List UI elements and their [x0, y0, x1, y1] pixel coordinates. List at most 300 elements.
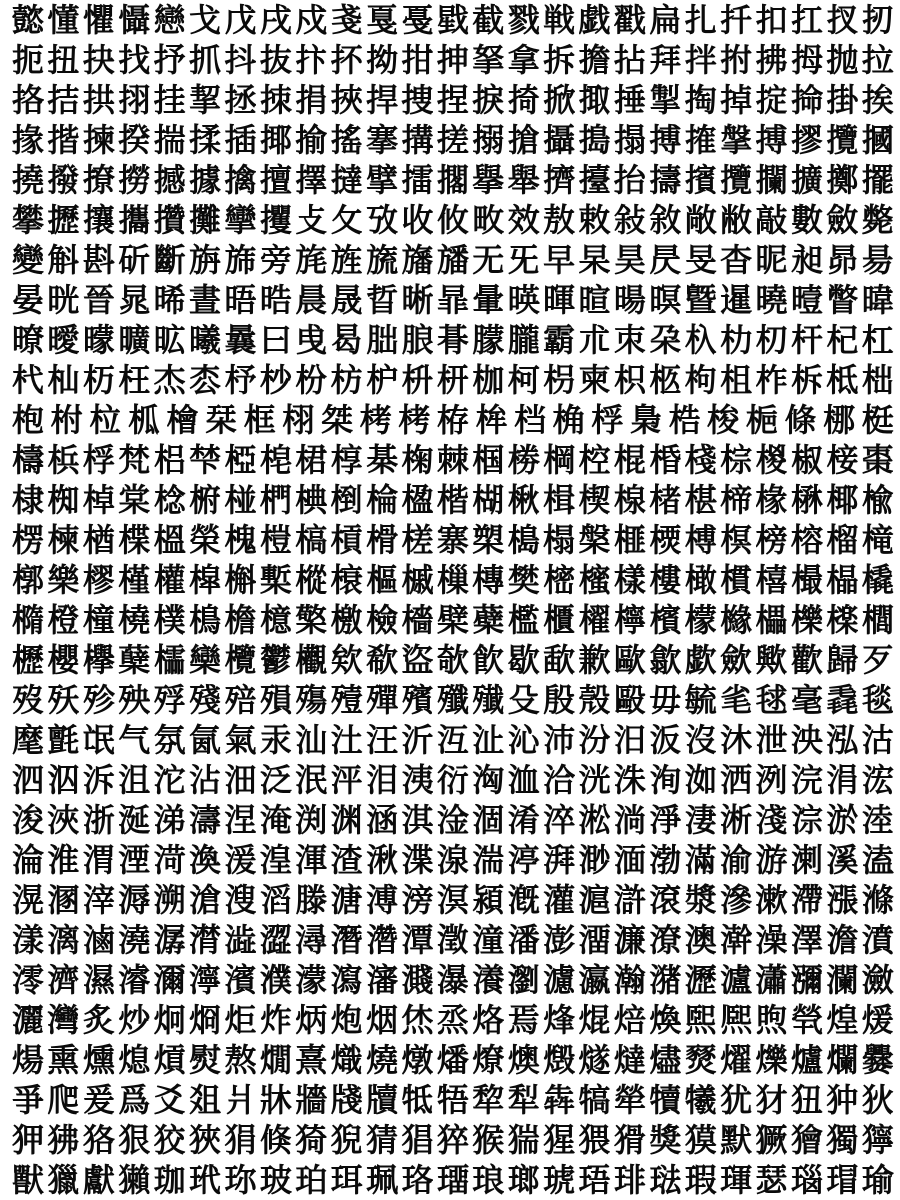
glyph: 滾: [649, 881, 682, 919]
glyph: 洸: [578, 761, 611, 799]
glyph: 捍: [366, 81, 399, 119]
glyph: 栲: [359, 401, 392, 439]
glyph: 枉: [118, 361, 151, 399]
glyph: 氣: [224, 721, 257, 759]
glyph: 撻: [330, 161, 363, 199]
glyph: 燼: [649, 1041, 682, 1079]
glyph: 椌: [578, 441, 611, 479]
glyph: 暃: [436, 281, 469, 319]
glyph: 洒: [720, 761, 753, 799]
glyph: 柤: [720, 361, 753, 399]
glyph: 漑: [507, 881, 540, 919]
glyph: 槫: [472, 561, 505, 599]
glyph: 挈: [189, 81, 222, 119]
glyph: 渝: [720, 841, 753, 879]
glyph: 曷: [330, 321, 363, 359]
glyph: 歇: [507, 641, 540, 679]
glyph: 棡: [543, 441, 576, 479]
glyph: 昜: [861, 241, 894, 279]
glyph: 殲: [436, 681, 469, 719]
glyph: 槎: [401, 521, 434, 559]
glyph: 犲: [755, 1081, 788, 1119]
glyph: 溘: [861, 841, 894, 879]
glyph: 橙: [47, 601, 80, 639]
glyph: 掟: [755, 81, 788, 119]
glyph: 澡: [755, 921, 788, 959]
glyph: 衍: [436, 761, 469, 799]
glyph: 棣: [12, 481, 44, 519]
glyph: 斟: [82, 241, 115, 279]
glyph: 枌: [295, 361, 328, 399]
glyph: 寨: [436, 521, 469, 559]
glyph: 璢: [436, 1161, 469, 1199]
glyph: 敍: [613, 201, 646, 239]
glyph: 樞: [366, 561, 399, 599]
glyph: 攤: [189, 201, 222, 239]
glyph: 泝: [82, 761, 115, 799]
glyph: 滂: [401, 881, 434, 919]
glyph-row: [12, 240, 894, 280]
glyph: 沽: [861, 721, 894, 759]
glyph: 槭: [401, 561, 434, 599]
glyph: 楞: [12, 521, 44, 559]
glyph: 棠: [118, 481, 151, 519]
glyph: 毆: [613, 681, 646, 719]
glyph: 洶: [472, 761, 505, 799]
glyph: 搆: [401, 121, 434, 159]
glyph: 楔: [578, 481, 611, 519]
glyph: 瑁: [826, 1161, 859, 1199]
glyph: 椡: [330, 481, 363, 519]
glyph: 戥: [436, 1, 469, 39]
glyph: 毯: [861, 681, 894, 719]
glyph: 擡: [578, 161, 611, 199]
glyph: 拗: [366, 41, 399, 79]
glyph: 殪: [330, 681, 363, 719]
glyph: 煢: [790, 1001, 823, 1039]
glyph: 栫: [436, 401, 469, 439]
glyph: 拈: [613, 41, 646, 79]
glyph: 溏: [330, 881, 363, 919]
glyph: 旙: [436, 241, 469, 279]
glyph: 欷: [366, 641, 399, 679]
glyph: 沾: [189, 761, 222, 799]
glyph: 洙: [613, 761, 646, 799]
glyph: 殳: [507, 681, 540, 719]
glyph: 湟: [259, 841, 292, 879]
glyph: 效: [507, 201, 540, 239]
glyph: 獰: [861, 1121, 894, 1159]
glyph: 滷: [82, 921, 115, 959]
glyph: 朸: [720, 321, 753, 359]
glyph: 涎: [118, 801, 151, 839]
glyph: 爬: [47, 1081, 80, 1119]
glyph: 梏: [668, 401, 701, 439]
glyph: 湲: [224, 841, 257, 879]
glyph: 斃: [861, 201, 894, 239]
glyph-row: [12, 160, 894, 200]
glyph: 珸: [578, 1161, 611, 1199]
glyph: 浙: [82, 801, 115, 839]
glyph: 洫: [507, 761, 540, 799]
glyph: 獨: [826, 1121, 859, 1159]
glyph: 檸: [613, 601, 646, 639]
glyph: 櫚: [861, 601, 894, 639]
glyph: 瀚: [613, 961, 646, 999]
glyph: 溟: [436, 881, 469, 919]
glyph: 燹: [684, 1041, 717, 1079]
glyph: 歃: [543, 641, 576, 679]
glyph: 暄: [578, 281, 611, 319]
glyph: 瑜: [861, 1161, 894, 1199]
glyph-row: [12, 400, 894, 440]
glyph: 暉: [543, 281, 576, 319]
glyph: 棔: [649, 441, 682, 479]
glyph: 擣: [649, 161, 682, 199]
glyph: 捐: [295, 81, 328, 119]
glyph: 旆: [224, 241, 257, 279]
glyph: 榕: [790, 521, 823, 559]
glyph: 擯: [684, 161, 717, 199]
glyph: 沒: [684, 721, 717, 759]
glyph: 拺: [259, 81, 292, 119]
glyph: 楸: [507, 481, 540, 519]
glyph: 橇: [861, 561, 894, 599]
glyph: 樣: [613, 561, 646, 599]
glyph: 獺: [118, 1161, 151, 1199]
glyph: 晧: [259, 281, 292, 319]
glyph: 檪: [826, 601, 859, 639]
glyph: 毓: [684, 681, 717, 719]
glyph: 猾: [613, 1121, 646, 1159]
glyph: 旡: [507, 241, 540, 279]
glyph: 戍: [295, 1, 328, 39]
glyph: 蘖: [118, 641, 151, 679]
glyph: 爿: [224, 1081, 257, 1119]
glyph: 滕: [295, 881, 328, 919]
glyph: 渙: [189, 841, 222, 879]
glyph: 涅: [224, 801, 257, 839]
glyph: 毫: [790, 681, 823, 719]
glyph: 猝: [436, 1121, 469, 1159]
glyph: 揀: [82, 121, 115, 159]
glyph: 斛: [47, 241, 80, 279]
glyph: 懼: [82, 1, 115, 39]
glyph: 楙: [790, 481, 823, 519]
glyph: 桴: [82, 441, 115, 479]
glyph: 枳: [613, 361, 646, 399]
glyph: 揶: [259, 121, 292, 159]
glyph: 朦: [472, 321, 505, 359]
glyph: 玳: [189, 1161, 222, 1199]
glyph: 燵: [613, 1041, 646, 1079]
glyph: 朮: [578, 321, 611, 359]
glyph: 燔: [436, 1041, 469, 1079]
glyph: 曰: [259, 321, 292, 359]
glyph: 殄: [82, 681, 115, 719]
glyph: 敖: [543, 201, 576, 239]
glyph: 挾: [330, 81, 363, 119]
glyph: 掣: [649, 81, 682, 119]
glyph: 梠: [153, 441, 186, 479]
glyph: 挨: [861, 81, 894, 119]
glyph: 瀲: [861, 961, 894, 999]
glyph: 柩: [649, 361, 682, 399]
glyph: 淤: [826, 801, 859, 839]
glyph: 滉: [12, 881, 44, 919]
glyph: 澤: [790, 921, 823, 959]
glyph: 狠: [118, 1121, 151, 1159]
glyph: 汳: [649, 721, 682, 759]
glyph: 晰: [401, 281, 434, 319]
glyph: 撼: [153, 161, 186, 199]
glyph: 栩: [282, 401, 315, 439]
glyph-row: [12, 1080, 894, 1120]
glyph: 攬: [720, 161, 753, 199]
glyph: 晁: [118, 281, 151, 319]
glyph: 汕: [295, 721, 328, 759]
glyph: 殃: [118, 681, 151, 719]
glyph: 歸: [826, 641, 859, 679]
glyph: 浤: [861, 761, 894, 799]
glyph: 椒: [790, 441, 823, 479]
glyph: 槓: [330, 521, 363, 559]
glyph: 拌: [684, 41, 717, 79]
glyph: 獪: [790, 1121, 823, 1159]
glyph: 浹: [47, 801, 80, 839]
glyph: 牀: [259, 1081, 292, 1119]
glyph: 氤: [189, 721, 222, 759]
glyph: 挌: [12, 81, 44, 119]
glyph: 獵: [47, 1161, 80, 1199]
glyph: 猥: [578, 1121, 611, 1159]
glyph: 沱: [153, 761, 186, 799]
glyph: 掾: [12, 121, 44, 159]
glyph-row: [12, 200, 894, 240]
glyph: 珞: [401, 1161, 434, 1199]
glyph: 牆: [295, 1081, 328, 1119]
glyph-row: [12, 880, 894, 920]
glyph: 柧: [127, 401, 160, 439]
glyph: 溂: [790, 841, 823, 879]
glyph: 渭: [82, 841, 115, 879]
glyph: 淪: [12, 841, 44, 879]
glyph: 沂: [401, 721, 434, 759]
glyph: 泗: [12, 761, 44, 799]
glyph: 湍: [472, 841, 505, 879]
glyph: 炙: [82, 1001, 115, 1039]
glyph: 戦: [543, 1, 576, 39]
glyph: 淇: [401, 801, 434, 839]
glyph: 攊: [47, 201, 80, 239]
glyph: 朿: [613, 321, 646, 359]
glyph: 燎: [472, 1041, 505, 1079]
glyph: 橲: [755, 561, 788, 599]
glyph: 溪: [826, 841, 859, 879]
glyph: 暈: [472, 281, 505, 319]
glyph: 霸: [543, 321, 576, 359]
glyph: 柆: [89, 401, 122, 439]
glyph: 爛: [826, 1041, 859, 1079]
glyph: 渟: [507, 841, 540, 879]
glyph: 澹: [826, 921, 859, 959]
glyph: 拂: [755, 41, 788, 79]
glyph: 犁: [507, 1081, 540, 1119]
glyph: 棍: [613, 441, 646, 479]
glyph: 毳: [826, 681, 859, 719]
glyph: 桾: [295, 441, 328, 479]
glyph: 搶: [507, 121, 540, 159]
glyph: 濕: [82, 961, 115, 999]
glyph-row: [12, 800, 894, 840]
glyph: 瑕: [684, 1161, 717, 1199]
glyph: 懿: [12, 1, 44, 39]
glyph: 槁: [295, 521, 328, 559]
glyph: 揆: [118, 121, 151, 159]
glyph: 柞: [755, 361, 788, 399]
glyph-row: [12, 600, 894, 640]
glyph: 湃: [543, 841, 576, 879]
glyph: 烽: [543, 1001, 576, 1039]
glyph: 濔: [153, 961, 186, 999]
glyph: 椄: [826, 441, 859, 479]
glyph: 犧: [684, 1081, 717, 1119]
glyph: 旛: [401, 241, 434, 279]
glyph: 潛: [330, 921, 363, 959]
glyph: 棘: [436, 441, 469, 479]
glyph-row: [12, 920, 894, 960]
glyph: 默: [720, 1121, 753, 1159]
glyph: 滄: [189, 881, 222, 919]
glyph: 攜: [118, 201, 151, 239]
glyph: 殘: [189, 681, 222, 719]
glyph: 榾: [366, 521, 399, 559]
glyph: 桀: [321, 401, 353, 439]
glyph: 欅: [82, 641, 115, 679]
glyph: 朷: [755, 321, 788, 359]
glyph: 槧: [259, 561, 292, 599]
glyph: 擱: [436, 161, 469, 199]
glyph: 猴: [472, 1121, 505, 1159]
glyph: 舉: [507, 161, 540, 199]
glyph: 档: [514, 401, 547, 439]
glyph: 泙: [330, 761, 363, 799]
glyph: 涸: [472, 801, 505, 839]
glyph: 收: [401, 201, 434, 239]
glyph: 攔: [755, 161, 788, 199]
glyph: 淅: [720, 801, 753, 839]
glyph: 琅: [472, 1161, 505, 1199]
glyph: 攣: [224, 201, 257, 239]
glyph: 撥: [47, 161, 80, 199]
glyph: 澎: [543, 921, 576, 959]
glyph: 榿: [259, 521, 292, 559]
glyph: 框: [243, 401, 276, 439]
glyph: 榻: [543, 521, 576, 559]
glyph: 戮: [507, 1, 540, 39]
glyph: 濱: [224, 961, 257, 999]
glyph: 滿: [684, 841, 717, 879]
glyph: 擔: [578, 41, 611, 79]
glyph: 殞: [259, 681, 292, 719]
glyph: 牘: [366, 1081, 399, 1119]
glyph: 游: [755, 841, 788, 879]
glyph: 梭: [707, 401, 740, 439]
glyph: 洌: [755, 761, 788, 799]
glyph: 椶: [755, 441, 788, 479]
glyph: 燉: [401, 1041, 434, 1079]
glyph: 瀰: [790, 961, 823, 999]
glyph: 檜: [166, 401, 199, 439]
glyph: 渤: [649, 841, 682, 879]
glyph: 淨: [649, 801, 682, 839]
glyph-row: [12, 960, 894, 1000]
glyph: 焙: [613, 1001, 646, 1039]
glyph: 敲: [755, 201, 788, 239]
glyph: 檍: [259, 601, 292, 639]
glyph: 狡: [153, 1121, 186, 1159]
glyph: 榑: [684, 521, 717, 559]
glyph: 櫑: [755, 601, 788, 639]
glyph: 淕: [861, 801, 894, 839]
glyph: 捶: [613, 81, 646, 119]
glyph: 獎: [649, 1121, 682, 1159]
glyph: 擠: [543, 161, 576, 199]
glyph: 斷: [153, 241, 186, 279]
glyph-row: [12, 720, 894, 760]
glyph: 淞: [578, 801, 611, 839]
glyph: 槃: [578, 521, 611, 559]
glyph: 昿: [153, 321, 186, 359]
glyph: 暐: [861, 281, 894, 319]
glyph: 濾: [543, 961, 576, 999]
glyph: 瑟: [755, 1161, 788, 1199]
glyph-row: [12, 640, 894, 680]
glyph: 淬: [543, 801, 576, 839]
glyph: 橢: [12, 601, 44, 639]
glyph: 槞: [861, 521, 894, 559]
glyph: 狹: [189, 1121, 222, 1159]
glyph: 蘗: [472, 601, 505, 639]
glyph: 潯: [295, 921, 328, 959]
glyph: 椣: [295, 481, 328, 519]
glyph-row: [12, 480, 894, 520]
glyph: 抬: [613, 161, 646, 199]
glyph: 狒: [47, 1121, 80, 1159]
glyph: 濛: [295, 961, 328, 999]
glyph: 沛: [543, 721, 576, 759]
glyph: 擅: [259, 161, 292, 199]
glyph: 晨: [295, 281, 328, 319]
glyph-row: [12, 560, 894, 600]
glyph: 瀘: [720, 961, 753, 999]
glyph: 歹: [861, 641, 894, 679]
glyph: 淒: [684, 801, 717, 839]
glyph: 曀: [790, 281, 823, 319]
glyph: 濤: [189, 801, 222, 839]
glyph: 栲: [398, 401, 431, 439]
glyph: 櫺: [153, 641, 186, 679]
glyph: 撓: [12, 161, 44, 199]
glyph: 攴: [295, 201, 328, 239]
glyph: 熬: [224, 1041, 257, 1079]
glyph: 猊: [330, 1121, 363, 1159]
glyph: 猯: [507, 1121, 540, 1159]
glyph: 炸: [259, 1001, 292, 1039]
glyph: 濳: [366, 921, 399, 959]
glyph: 搨: [613, 121, 646, 159]
glyph: 搏: [755, 121, 788, 159]
